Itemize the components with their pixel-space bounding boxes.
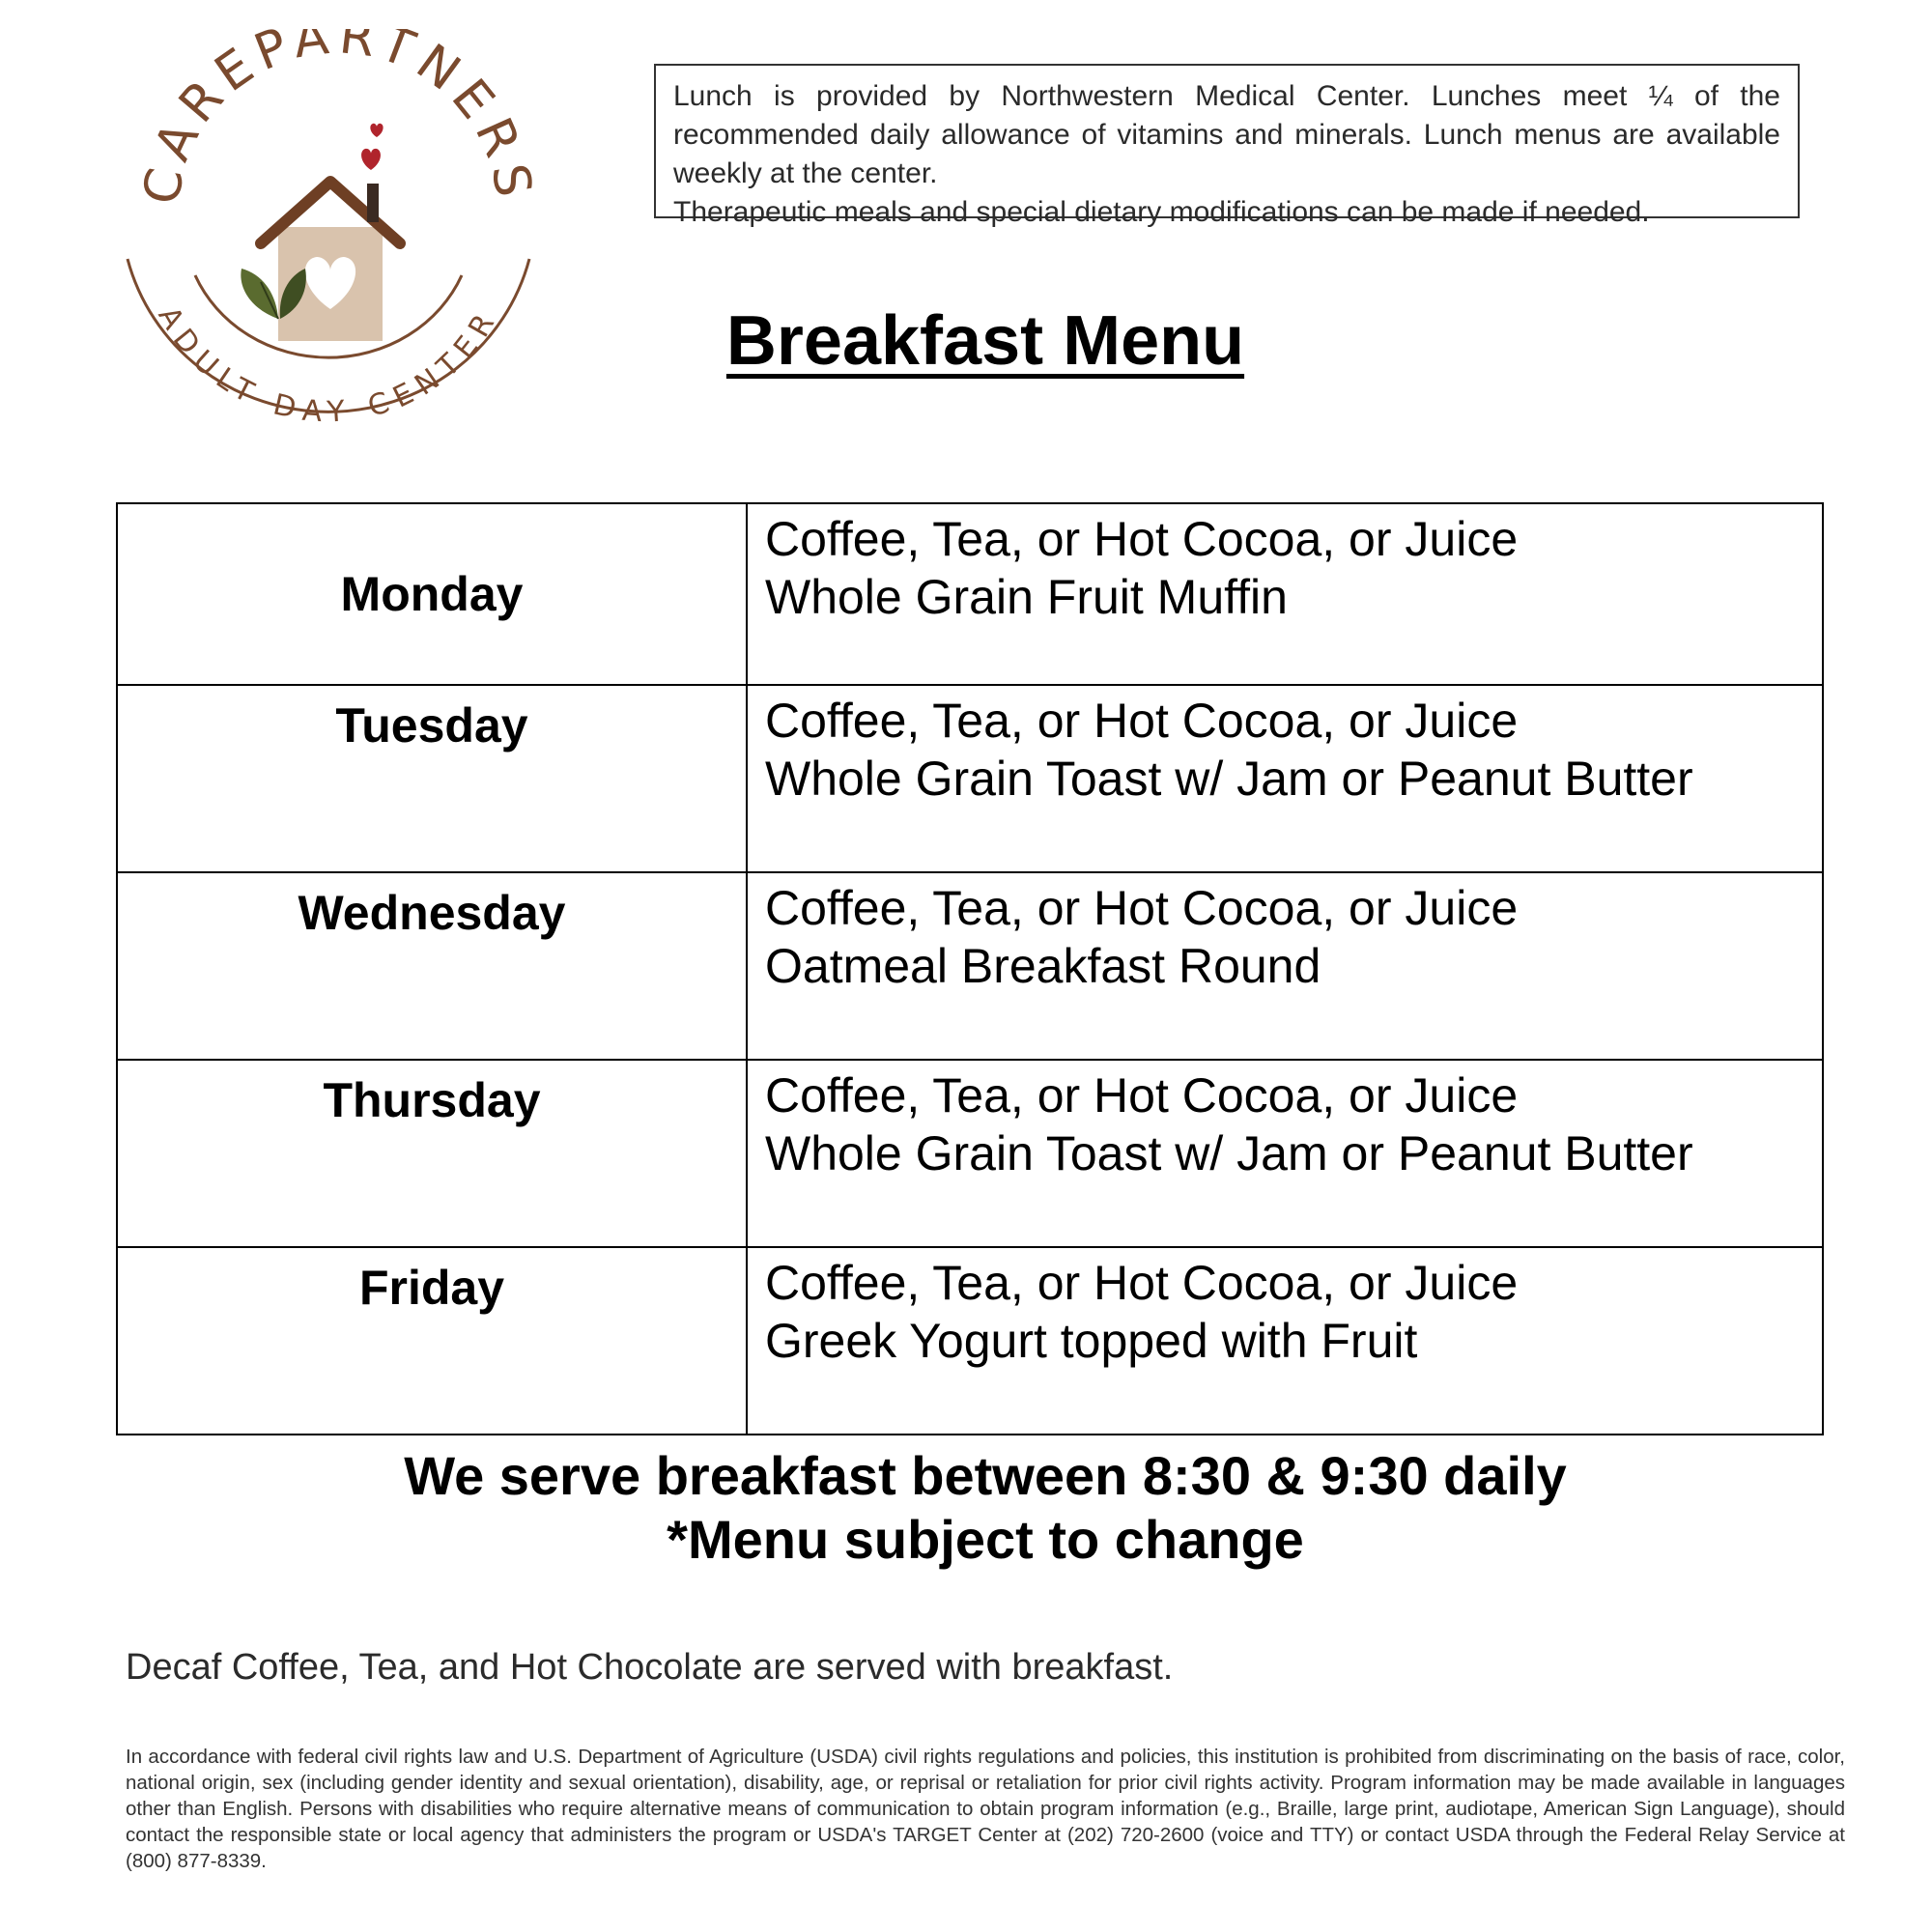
logo-arc-top-text: CAREPARTNERS xyxy=(132,29,544,209)
food-item: Whole Grain Toast w/ Jam or Peanut Butter xyxy=(765,752,1693,806)
table-row xyxy=(117,872,1823,1060)
table-row xyxy=(117,1060,1823,1247)
table-row xyxy=(117,685,1823,872)
heart-icon xyxy=(361,124,384,170)
hours-text: We serve breakfast between 8:30 & 9:30 daily xyxy=(404,1445,1567,1506)
day-cell: Thursday xyxy=(117,1060,747,1247)
food-item: Whole Grain Toast w/ Jam or Peanut Butter xyxy=(765,1126,1693,1180)
food-item: Greek Yogurt topped with Fruit xyxy=(765,1314,1418,1368)
menu-items-cell xyxy=(747,1060,1823,1247)
lunch-notice-text: Lunch is provided by Northwestern Medical Center. Lunches meet ¼ of the recommended daily allowance of vitamins and minerals. Lunch menus are available weekly at the center. xyxy=(673,80,1780,189)
menu-change-note: *Menu subject to change xyxy=(667,1509,1304,1570)
drink-options: Coffee, Tea, or Hot Cocoa, or Juice xyxy=(765,694,1519,748)
table-row xyxy=(117,1247,1823,1435)
day-cell: Monday xyxy=(117,503,747,685)
day-cell: Friday xyxy=(117,1247,747,1435)
carepartners-logo xyxy=(106,29,551,454)
drink-options: Coffee, Tea, or Hot Cocoa, or Juice xyxy=(765,1256,1519,1310)
drink-options: Coffee, Tea, or Hot Cocoa, or Juice xyxy=(765,1068,1519,1122)
logo-arc-bottom-text: ADULT DAY CENTER xyxy=(151,300,506,430)
decaf-note: Decaf Coffee, Tea, and Hot Chocolate are served with breakfast. xyxy=(126,1647,1174,1688)
civil-rights-statement: In accordance with federal civil rights law and U.S. Department of Agriculture (USDA) civil rights regulations and policies, this institution is prohibited from discriminating on the basis of race, color, national origin, sex (including gender identity and sexual orientation), disability, age, or reprisal or retaliation for prior civil rights activity. Program information may be made available in languages other than English. Persons with disabilities who require alternative means of communication to obtain program information (e.g., Braille, large print, audiotape, American Sign Language), should contact the responsible state or local agency that administers the program or USDA's TARGET Center at (202) 720-2600 (voice and TTY) or contact USDA through the Federal Relay Service at (800) 877-8339. xyxy=(126,1746,1845,1872)
drink-options: Coffee, Tea, or Hot Cocoa, or Juice xyxy=(765,512,1519,566)
food-item: Whole Grain Fruit Muffin xyxy=(765,570,1288,624)
table-row xyxy=(117,503,1823,685)
menu-items-cell xyxy=(747,685,1823,872)
day-cell: Wednesday xyxy=(117,872,747,1060)
page-title: Breakfast Menu xyxy=(725,302,1245,380)
breakfast-menu-table xyxy=(116,502,1824,1435)
menu-items-cell xyxy=(747,1247,1823,1435)
breakfast-hours xyxy=(0,1444,1932,1572)
food-item: Oatmeal Breakfast Round xyxy=(765,939,1321,993)
lunch-notice-box xyxy=(654,64,1800,228)
menu-items-cell xyxy=(747,872,1823,1060)
dietary-notice-text: Therapeutic meals and special dietary modifications can be made if needed. xyxy=(673,196,1650,228)
logo-graphic xyxy=(106,29,551,454)
drink-options: Coffee, Tea, or Hot Cocoa, or Juice xyxy=(765,881,1519,935)
menu-items-cell xyxy=(747,503,1823,685)
day-cell: Tuesday xyxy=(117,685,747,872)
